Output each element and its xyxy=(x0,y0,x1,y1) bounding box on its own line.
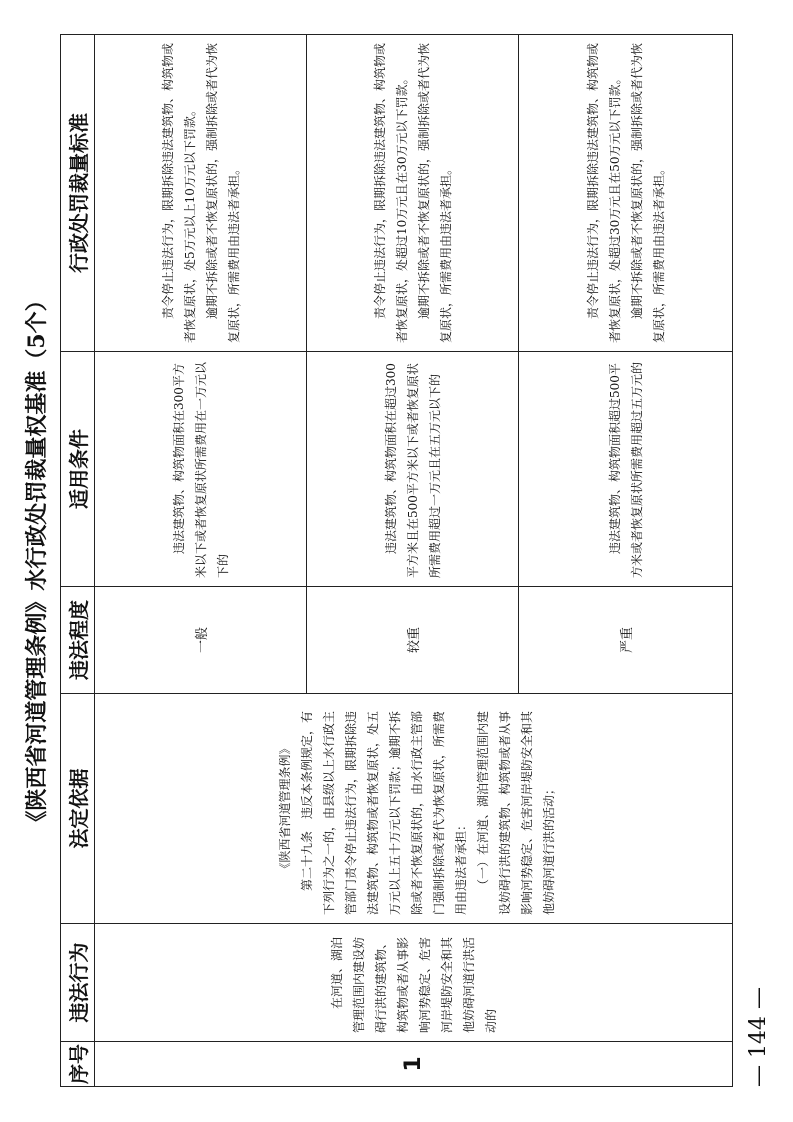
serial-number: 1 xyxy=(401,1056,426,1072)
standard-cell-serious xyxy=(307,35,519,352)
degree-cell-serious xyxy=(307,587,519,694)
condition-cell-serious xyxy=(307,352,519,587)
standard-serious-p1: 责令停止违法行为，限期拆除违法建筑物、构筑物或者恢复原状，处超过10万元且在30万元以下罚款。 xyxy=(372,42,409,343)
standard-cell-severe xyxy=(519,35,733,352)
basis-cell xyxy=(95,694,733,924)
condition-general: 违法建筑物、构筑物面积在300平方米以下或者恢复原状所需费用在一万元以下的 xyxy=(171,361,230,578)
standard-severe-p2: 逾期不拆除或者不恢复原状的，强制拆除或者代为恢复原状，所需费用由违法者承担。 xyxy=(629,42,666,343)
page-title: 《陕西省河道管理条例》水行政处罚裁量权基准（5个） xyxy=(24,289,50,833)
degree-serious: 较重 xyxy=(407,627,422,654)
condition-serious: 违法建筑物、构筑物面积在超过300平方米且在500平方米以下或者恢复原状所需费用超过一万元且在五万元以下的 xyxy=(383,363,442,578)
header-row xyxy=(61,35,95,1087)
degree-cell-general xyxy=(95,587,307,694)
degree-cell-severe xyxy=(519,587,733,694)
standard-cell-general xyxy=(95,35,307,352)
standard-severe-p1: 责令停止违法行为，限期拆除违法建筑物、构筑物或者恢复原状，处超过30万元且在50万元以下罚款。 xyxy=(585,42,622,343)
header-degree: 违法程度 xyxy=(61,587,95,694)
condition-cell-general xyxy=(95,352,307,587)
standard-general-p1: 责令停止违法行为，限期拆除违法建筑物、构筑物或者恢复原状，处5万元以上10万元以下罚款。 xyxy=(160,42,197,343)
serial-cell xyxy=(95,1042,733,1087)
basis-paragraph-2: （一）在河道、湖泊管理范围内建设妨碍行洪的建筑物、构筑物或者从事影响河势稳定、危害河岸堤防安全和其他妨碍河道行洪的活动； xyxy=(475,710,556,915)
behavior-cell xyxy=(95,924,733,1042)
header-condition: 适用条件 xyxy=(61,352,95,587)
condition-cell-severe xyxy=(519,352,733,587)
standard-serious-p2: 逾期不拆除或者不恢复原状的，强制拆除或者代为恢复原状，所需费用由违法者承担。 xyxy=(416,42,453,343)
condition-severe: 违法建筑物、构筑物面积超过500平方米或者恢复原状所需费用超过五万元的 xyxy=(607,361,644,578)
page-number: — 144 — xyxy=(746,987,771,1087)
header-basis: 法定依据 xyxy=(61,694,95,924)
standard-general-p2: 逾期不拆除或者不恢复原状的，强制拆除或者代为恢复原状，所需费用由违法者承担。 xyxy=(204,42,241,343)
behavior-text: 在河道、湖泊管理范围内建设妨碍行洪的建筑物、构筑物或者从事影响河势稳定、危害河岸堤防安全和其他妨碍河道行洪活动的 xyxy=(329,936,498,1033)
penalty-standard-table xyxy=(60,34,733,1087)
degree-severe: 严重 xyxy=(620,627,635,654)
header-standard: 行政处罚裁量标准 xyxy=(61,35,95,352)
basis-paragraph-1: 第二十九条 违反本条例规定，有下列行为之一的，由县级以上水行政主管部门责令停止违法行为，限期拆除违法建筑物、构筑物或者恢复原状，处五万元以上五十万元以下罚款；逾期不拆除或者不恢复原状的，由水行政主管部门强制拆除或者代为恢复原状，所需费用由违法者承担： xyxy=(299,710,468,915)
table-row xyxy=(95,35,307,1087)
header-serial: 序号 xyxy=(61,1042,95,1087)
header-behavior: 违法行为 xyxy=(61,924,95,1042)
basis-title: 《陕西省河道管理条例》 xyxy=(277,742,292,875)
degree-general: 一般 xyxy=(195,627,210,654)
